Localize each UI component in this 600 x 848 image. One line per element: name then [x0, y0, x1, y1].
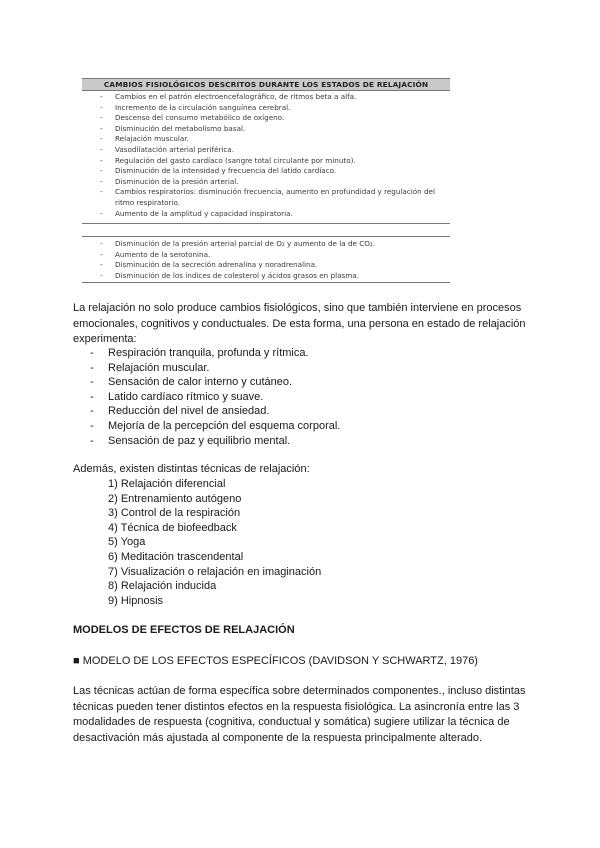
table-row: - Vasodilatación arterial periférica.: [100, 144, 234, 154]
physiological-changes-table-continued: [82, 236, 450, 283]
list-item: - Respiración tranquila, profunda y rítmica.: [90, 347, 309, 359]
list-item: - Sensación de paz y equilibrio mental.: [90, 434, 291, 447]
list-item: 9) Hipnosis: [108, 594, 164, 607]
table-row: - Relajación muscular.: [100, 134, 189, 144]
physiological-changes-table: [82, 78, 450, 224]
table-row: - Aumento de la amplitud y capacidad inspiratoria.: [100, 208, 293, 218]
table-header: CAMBIOS FISIOLÓGICOS DESCRITOS DURANTE LOS ESTADOS DE RELAJACIÓN: [82, 78, 450, 91]
list-item: 4) Técnica de biofeedback: [108, 521, 237, 534]
table-row: - Cambios en el patrón electroencefalográfico, de ritmos beta a alfa.: [100, 92, 357, 101]
list-item: 7) Visualización o relajación en imaginación: [108, 565, 322, 578]
list-item: 6) Meditación trascendental: [108, 550, 244, 563]
list-item: 8) Relajación inducida: [108, 580, 217, 593]
table-row: - Descenso del consumo metabólico de oxígeno.: [100, 113, 285, 123]
list-item: 1) Relajación diferencial: [108, 478, 226, 490]
list-item: - Sensación de calor interno y cutáneo.: [90, 376, 293, 389]
table-row: - Disminución de la secreción adrenalina y noradrenalina.: [100, 260, 318, 270]
table-row: - Disminución del metabolismo basal.: [100, 123, 246, 133]
techniques-intro: Además, existen distintas técnicas de relajación:: [73, 463, 310, 475]
list-item: 3) Control de la respiración: [108, 507, 241, 520]
table-body: [82, 91, 450, 224]
table-row: - Disminución de la intensidad y frecuencia del latido cardíaco.: [100, 166, 337, 176]
list-item: - Latido cardíaco rítmico y suave.: [90, 390, 264, 403]
model-title: ■ MODELO DE LOS EFECTOS ESPECÍFICOS (DAVIDSON Y SCHWARTZ, 1976): [73, 655, 478, 667]
table-row: - Disminución de la presión arterial parcial de O₂ y aumento de la de CO₂.: [100, 239, 376, 248]
table-row: - Disminución de los índices de colesterol y ácidos grasos en plasma.: [100, 270, 359, 280]
table-row: - Incremento de la circulación sanguínea cerebral.: [100, 102, 291, 112]
techniques-list: [108, 477, 321, 608]
table-row: - Regulación del gasto cardíaco (sangre total circulante por minuto).: [100, 155, 356, 165]
list-item: - Relajación muscular.: [90, 361, 210, 374]
table-row: - Cambios respiratorios: disminución frecuencia, aumento en profundidad y regulación del ritmo respiratorio.: [100, 187, 435, 207]
list-item: - Reducción del nivel de ansiedad.: [90, 405, 270, 418]
table-row: - Disminución de la presión arterial.: [100, 176, 239, 186]
experiences-list: [88, 346, 340, 448]
table-row: - Aumento de la serotonina.: [100, 249, 211, 259]
list-item: 2) Entrenamiento autógeno: [108, 492, 242, 505]
model-paragraph: Las técnicas actúan de forma específica sobre determinados componentes., incluso distintas técnicas pueden tener distintos efectos en la respuesta fisiológica. La asincronía entre las 3 modalidades de respuesta (cognitiva, conductual y somática) sugiere utilizar la técnica de desactivación más ajustada al componente de la respuesta principalmente alterado.: [73, 685, 526, 744]
section-heading: MODELOS DE EFECTOS DE RELAJACIÓN: [73, 624, 295, 636]
intro-paragraph: La relajación no solo produce cambios fisiológicos, sino que también interviene en procesos emocionales, cognitivos y conductuales. De esta forma, una persona en estado de relajación experimenta:: [73, 302, 526, 346]
list-item: 5) Yoga: [108, 536, 146, 549]
list-item: - Mejoría de la percepción del esquema corporal.: [90, 419, 341, 432]
